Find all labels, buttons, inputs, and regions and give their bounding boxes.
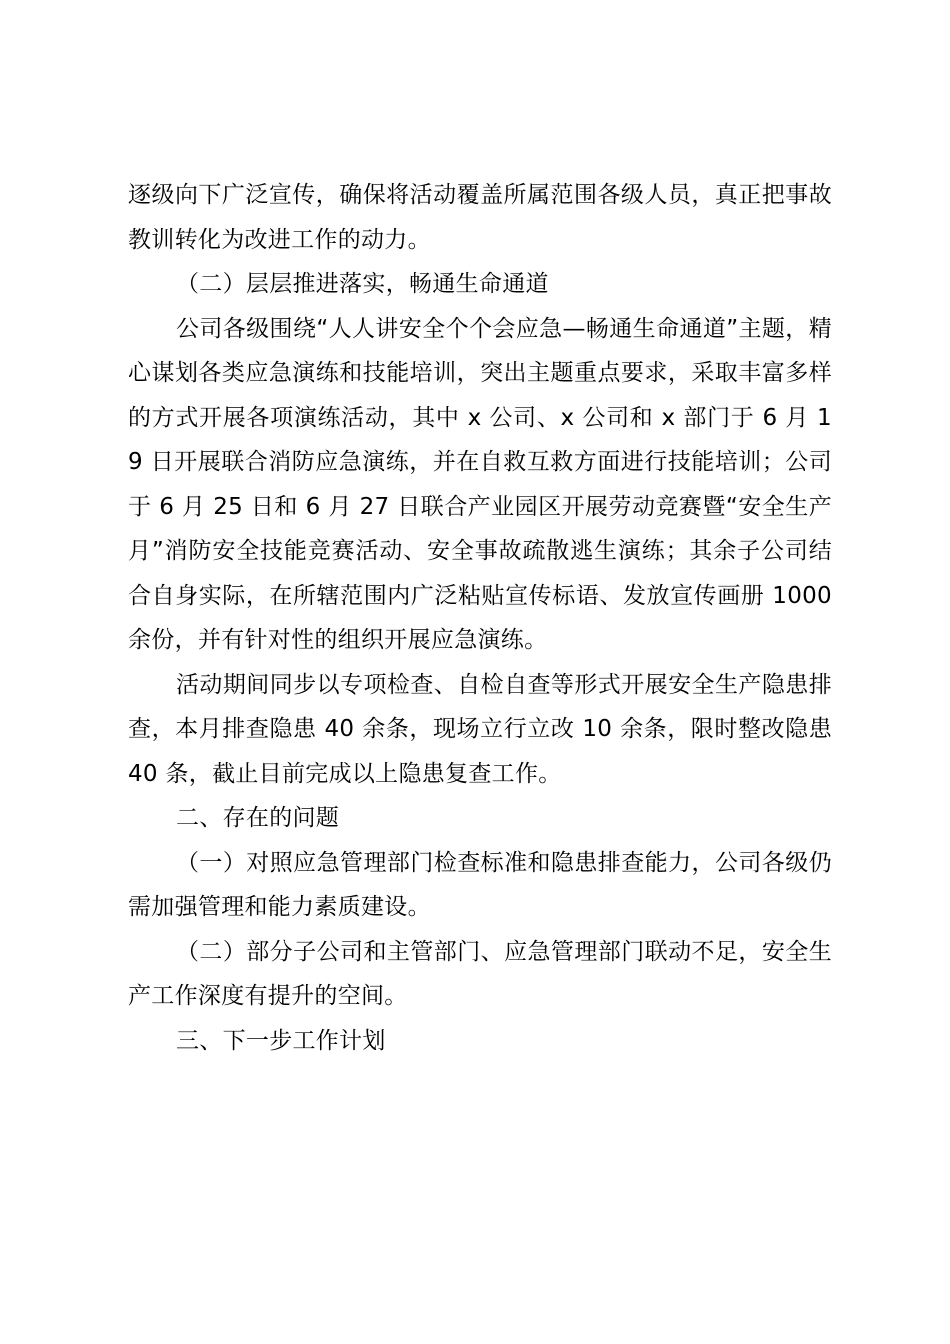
subheading-two: （二）层层推进落实，畅通生命通道 bbox=[176, 271, 549, 297]
problem-item-one: （一）对照应急管理部门检查标准和隐患排查能力，公司各级仍需加强管理和能力素质建设。 bbox=[128, 849, 832, 920]
document-body bbox=[128, 173, 832, 1063]
section-heading-next-plan: 三、下一步工作计划 bbox=[176, 1027, 386, 1054]
paragraph-continuation: 逐级向下广泛宣传，确保将活动覆盖所属范围各级人员，真正把事故教训转化为改进工作的动力。 bbox=[128, 182, 832, 253]
section-heading-problems: 二、存在的问题 bbox=[176, 805, 340, 831]
problem-item-two: （二）部分子公司和主管部门、应急管理部门联动不足，安全生产工作深度有提升的空间。 bbox=[128, 938, 832, 1009]
paragraph-drills: 公司各级围绕“人人讲安全个个会应急—畅通生命通道”主题，精心谋划各类应急演练和技能培训，突出主题重点要求，采取丰富多样的方式开展各项演练活动，其中 x 公司、x 公司和 x 部门于 6 月 19 日开展联合消防应急演练，并在自救互救方面进行技能培训；公司于 6 月 25 日和 6 月 27 日联合产业园区开展劳动竞赛暨“安全生产月”消防安全技能竞赛活动、安全事故疏散逃生演练；其余子公司结合自身实际，在所辖范围内广泛粘贴宣传标语、发放宣传画册 1000 余份，并有针对性的组织开展应急演练。 bbox=[128, 315, 832, 653]
paragraph-hazard-inspection: 活动期间同步以专项检查、自检自查等形式开展安全生产隐患排查，本月排查隐患 40 余条，现场立行立改 10 余条，限时整改隐患 40 条，截止目前完成以上隐患复查工作。 bbox=[128, 671, 832, 787]
